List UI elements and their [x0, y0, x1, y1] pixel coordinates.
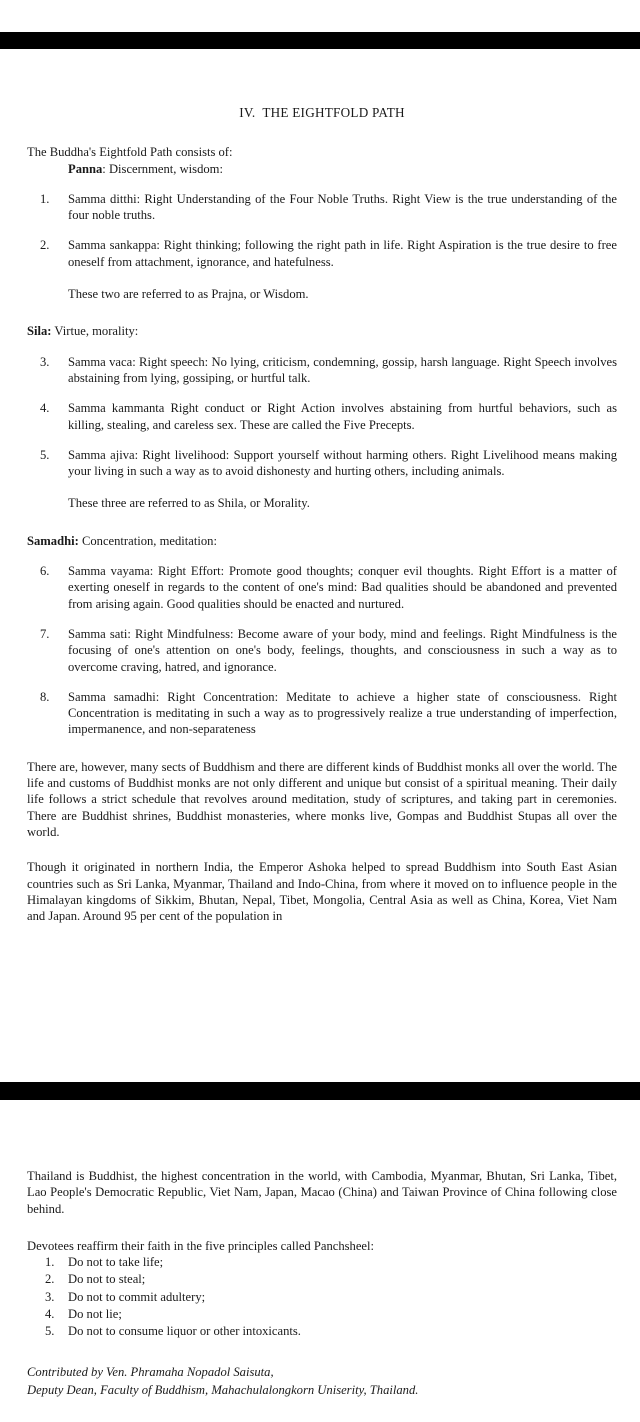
list-item-number: 4. — [40, 401, 50, 416]
list-item-number: 2. — [40, 238, 50, 253]
shila-summary: These three are referred to as Shila, or Morality. — [68, 496, 310, 511]
list-item-text: Samma samadhi: Right Concentration: Meditate to achieve a higher state of consciousness. Right Concentration is meditating in such a way as to progressively realize a true understanding of imperfection, impermanence, and non-separateness — [68, 689, 617, 737]
attribution-line-2: Deputy Dean, Faculty of Buddhism, Mahachulalongkorn Uniserity, Thailand. — [27, 1382, 419, 1397]
sila-term: Sila: — [27, 324, 52, 339]
sila-description: Virtue, morality: — [51, 324, 139, 339]
paragraph-spread-continued: Though it originated in northern India, the Emperor Ashoka helped to spread Buddhism into South East Asian countries such as Sri Lanka, Myanmar, Thailand and Indo-China, from where it moved on to influence people in the Himalayan kingdoms of Sikkim, Bhutan, Nepal, Tibet, Mongolia, Central Asia as well as China, Korea, Viet Nam and Japan. Around 95 per cent of the population in — [27, 860, 617, 924]
attribution-block — [27, 1364, 617, 1399]
scan-separator-bar-middle — [0, 1082, 640, 1100]
list-item-number: 7. — [40, 626, 50, 641]
list-item-text: Samma sati: Right Mindfulness: Become aware of your body, mind and feelings. Right Mindfulness is the focusing of one's attention on one's body, feelings, thoughts, and consciousness in such a way as to overcome craving, hatred, and ignorance. — [68, 626, 617, 674]
list-item — [27, 354, 617, 387]
list-item-number: 4. — [45, 1306, 55, 1321]
panchsheel-intro: Devotees reaffirm their faith in the five principles called Panchsheel: — [27, 1238, 375, 1253]
list-item — [27, 689, 617, 738]
list-item-text: Samma kammanta Right conduct or Right Action involves abstaining from hurtful behaviors, such as killing, stealing, and careless sex. These are called the Five Precepts. — [68, 401, 617, 432]
list-item — [27, 447, 617, 480]
samadhi-items-list — [27, 563, 617, 738]
paragraph-sects: There are, however, many sects of Buddhism and there are different kinds of Buddhist monks all over the world. The life and customs of Buddhist monks are not only different and unique but consist of a spiritual meaning. Their daily life follows a strict schedule that revolves around meditation, study of scriptures, and taking part in ceremonies. There are Buddhist shrines, Buddhist monasteries, where monks live, Gompas and Buddhist Stupas all over the world. — [27, 759, 617, 839]
sila-heading — [27, 323, 617, 339]
list-item-text: Do not to take life; — [68, 1255, 164, 1270]
list-item — [27, 400, 617, 433]
list-item — [27, 191, 617, 224]
page-upper — [0, 49, 640, 924]
list-item-text: Do not to steal; — [68, 1272, 146, 1287]
list-item-number: 2. — [45, 1272, 55, 1287]
paragraph-spread-conclusion: Thailand is Buddhist, the highest concentration in the world, with Cambodia, Myanmar, Bhutan, Sri Lanka, Tibet, Lao People's Democratic Republic, Viet Nam, Japan, Macao (China) and Taiwan Province of China following close behind. — [27, 1169, 617, 1216]
list-item-text: Do not to consume liquor or other intoxicants. — [68, 1324, 301, 1338]
list-item-number: 3. — [40, 354, 50, 369]
list-item-text: Do not lie; — [68, 1306, 122, 1321]
attribution-line-1: Contributed by Ven. Phramaha Nopadol Saisuta, — [27, 1365, 274, 1380]
list-item-number: 1. — [40, 191, 50, 206]
list-item-number: 3. — [45, 1289, 55, 1304]
list-item — [27, 1323, 617, 1340]
panna-description: : Discernment, wisdom: — [102, 161, 223, 176]
list-item-number: 8. — [40, 689, 50, 704]
list-item — [27, 1254, 617, 1271]
list-item — [27, 626, 617, 675]
samadhi-heading — [27, 533, 617, 549]
list-item-text: Samma vayama: Right Effort: Promote good thoughts; conquer evil thoughts. Right Effort is a matter of exerting oneself in regards to the content of one's mind: Bad qualities should be abandoned and prevented from arising again. Good qualities should be enacted and nurtured. — [68, 564, 617, 611]
page-title: IV. THE EIGHTFOLD PATH — [239, 105, 405, 120]
samadhi-description: Concentration, meditation: — [78, 533, 217, 548]
panchsheel-list — [27, 1254, 617, 1340]
list-item — [27, 1271, 617, 1288]
panna-items-list — [27, 191, 617, 270]
sila-items-list — [27, 354, 617, 480]
list-item — [27, 563, 617, 612]
list-item — [27, 1306, 617, 1323]
list-item-number: 6. — [40, 564, 50, 579]
list-item-number: 1. — [45, 1255, 55, 1270]
panna-heading — [68, 161, 617, 177]
list-item-text: Samma sankappa: Right thinking; following the right path in life. Right Aspiration is the true desire to free oneself from attachment, ignorance, and hatefulness. — [68, 238, 617, 269]
page-lower — [0, 1100, 640, 1399]
samadhi-term: Samadhi: — [27, 533, 79, 548]
panna-term: Panna — [68, 161, 103, 176]
list-item — [27, 237, 617, 270]
intro-lead: The Buddha's Eightfold Path consists of: — [27, 145, 233, 160]
list-item-text: Samma vaca: Right speech: No lying, criticism, condemning, gossip, harsh language. Right Speech involves abstaining from lying, gossiping, or hurtful talk. — [68, 354, 617, 385]
list-item — [27, 1289, 617, 1306]
list-item-number: 5. — [40, 447, 50, 462]
list-item-text: Do not to commit adultery; — [68, 1289, 206, 1304]
list-item-number: 5. — [45, 1324, 55, 1338]
scan-separator-bar-top — [0, 32, 640, 49]
list-item-text: Samma ajiva: Right livelihood: Support yourself without harming others. Right Livelihood means making your living in such a way as to avoid dishonesty and hurting others, including animals. — [68, 447, 617, 479]
prajna-summary: These two are referred to as Prajna, or Wisdom. — [68, 287, 309, 302]
list-item-text: Samma ditthi: Right Understanding of the Four Noble Truths. Right View is the true understanding of the four noble truths. — [68, 191, 617, 223]
